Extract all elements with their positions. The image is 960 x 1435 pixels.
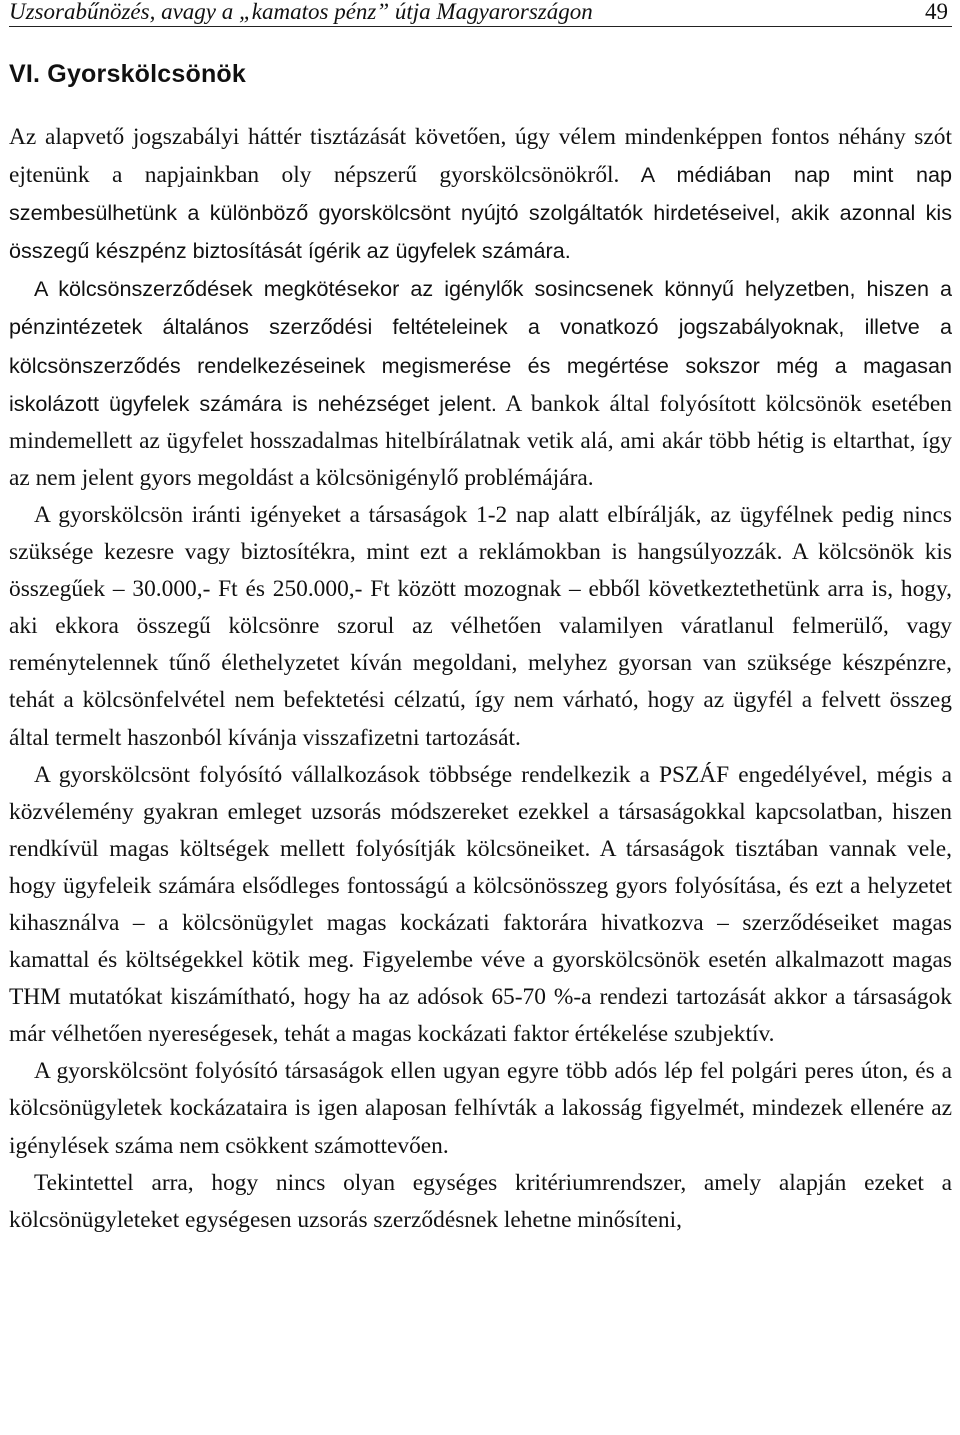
paragraph-1-part-b: A médiában nap mint nap szembesülhetünk a különböző gyorskölcsönt nyújtó szolgáltatók hirdetéseivel, akik azonnal kis összegű készpénz biztosítását ígérik az ügyfelek számára.	[9, 162, 952, 264]
paragraph-3: A gyorskölcsön iránti igényeket a társaságok 1-2 nap alatt elbírálják, az ügyfélnek pedig nincs szüksége kezesre vagy biztosítékra, mint ezt a reklámokban is hangsúlyozzák. A kölcsönök kis összegűek – 30.000,- Ft és 250.000,- Ft között mozognak – ebből következtethetünk arra is, hogy, aki ekkora összegű kölcsönre szorul az vélhetően valamilyen váratlanul felmerülő, vagy reménytelennek tűnő élethelyzetet kíván megoldani, melyhez gyorsan van szüksége készpénzre, tehát a kölcsönfelvétel nem befektetési célzatú, így nem várható, hogy az ügyfél a felvett összeg által termelt haszonból kívánja visszafizetni tartozását.	[9, 501, 952, 751]
paragraph-6: Tekintettel arra, hogy nincs olyan egységes kritériumrendszer, amely alapján ezeket a kölcsönügyleteket egységesen uzsorás szerződésnek lehetne minősíteni,	[9, 1169, 952, 1233]
paragraph-5: A gyorskölcsönt folyósító társaságok ellen ugyan egyre több adós lép fel polgári peres úton, és a kölcsönügyletek kockázataira is igen alaposan felhívták a lakosság figyelmét, mindezek ellenére az igénylések száma nem csökkent számottevően.	[9, 1058, 952, 1159]
paragraph-1-part-a: Az alapvető jogszabályi háttér tisztázását követően, úgy vélem mindenképpen fontos néhány szót ejtenünk a napjainkban oly népszerű gyorskölcsönökről.	[9, 124, 952, 189]
page-number: 49	[925, 0, 948, 24]
running-title: Uzsorabűnözés, avagy a „kamatos pénz” útja Magyarországon	[9, 0, 593, 24]
running-header	[9, 0, 952, 27]
body-text	[9, 119, 952, 1239]
paragraph-2-part-a: A kölcsönszerződések megkötésekor az igénylők sosincsenek könnyű helyzetben, hiszen a pénzintézetek általános szerződési feltételeinek a vonatkozó jogszabályoknak, illetve a kölcsönszerződés rendelkezéseinek megismerése és megértése sokszor még a magasan iskolázott ügyfelek számára is nehézséget jelent.	[9, 276, 952, 416]
chapter-title: VI. Gyorskölcsönök	[9, 60, 247, 88]
paragraph-2	[9, 270, 952, 497]
paragraph-1	[9, 119, 952, 270]
paragraph-2-part-b: A bankok által folyósított kölcsönök esetében mindemellett az ügyfelet hosszadalmas hitelbírálatnak vetik alá, ami akár több hétig is eltarthat, így az nem jelent gyors megoldást a kölcsönigénylő problémájára.	[9, 390, 952, 491]
paragraph-4: A gyorskölcsönt folyósító vállalkozások többsége rendelkezik a PSZÁF engedélyével, mégis a közvélemény gyakran emleget uzsorás módszereket ezekkel a társaságokkal kapcsolatban, hiszen rendkívül magas költségek mellett folyósítják kölcsöneiket. A társaságok tisztában vannak vele, hogy ügyfeleik számára elsődleges fontosságú a kölcsönösszeg gyors folyósítása, és ezt a helyzetet kihasználva – a kölcsönügylet magas kockázati faktorára hivatkozva – szerződéseiket magas kamattal és költségekkel kötik meg. Figyelembe véve a gyorskölcsönök esetén alkalmazott magas THM mutatókat kiszámítható, hogy ha az adósok 65-70 %-a rendezi tartozását akkor a társaságok már vélhetően nyereségesek, tehát a magas kockázati faktor értékelése szubjektív.	[9, 761, 952, 1048]
